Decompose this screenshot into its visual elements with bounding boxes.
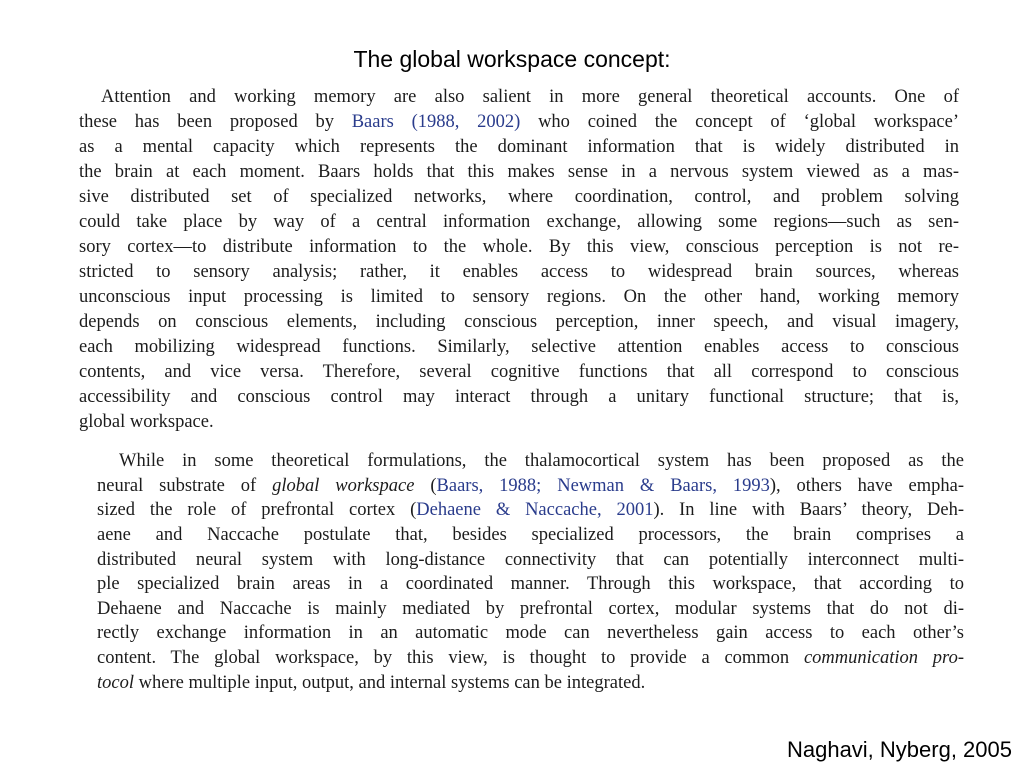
text-line: could take place by way of a central information exchange, allowing some regions—such as sen-	[79, 212, 959, 232]
slide-title: The global workspace concept:	[353, 46, 671, 72]
text-line: contents, and vice versa. Therefore, several cognitive functions that all correspond to conscious	[79, 362, 959, 382]
text-line: accessibility and conscious control may interact through a unitary functional structure; that is,	[79, 387, 959, 407]
text-line: global workspace.	[79, 412, 214, 432]
text-line: the brain at each moment. Baars holds that this makes sense in a nervous system viewed as a mas-	[79, 162, 959, 182]
text-line: aene and Naccache postulate that, besides specialized processors, the brain comprises a	[97, 525, 964, 545]
text-line: distributed neural system with long-distance connectivity that can potentially interconnect multi-	[97, 550, 964, 570]
text-line: While in some theoretical formulations, the thalamocortical system has been proposed as the	[119, 451, 964, 471]
text-line: sized the role of prefrontal cortex (Dehaene & Naccache, 2001). In line with Baars’ theory, Deh-	[97, 500, 965, 520]
text-line: rectly exchange information in an automatic mode can nevertheless gain access to each other’s	[97, 623, 964, 643]
source-credit: Naghavi, Nyberg, 2005	[786, 737, 1012, 762]
text-line: Dehaene and Naccache is mainly mediated by prefrontal cortex, modular systems that do not di-	[97, 599, 964, 619]
text-line: these has been proposed by Baars (1988, 2002) who coined the concept of ‘global workspace’	[79, 112, 959, 132]
text-line: Attention and working memory are also salient in more general theoretical accounts. One of	[101, 87, 959, 107]
text-line: sory cortex—to distribute information to the whole. By this view, conscious perception is not re-	[79, 237, 959, 257]
citation-link[interactable]: Dehaene & Naccache, 2001	[416, 500, 654, 520]
citation-link[interactable]: Baars, 1988; Newman & Baars, 1993	[436, 476, 770, 496]
text-line: unconscious input processing is limited to sensory regions. On the other hand, working memory	[79, 287, 959, 307]
text-line: tocol where multiple input, output, and internal systems can be integrated.	[97, 673, 646, 693]
text-line: as a mental capacity which represents the dominant information that is widely distributed in	[79, 137, 959, 157]
text-line: neural substrate of global workspace (Baars, 1988; Newman & Baars, 1993), others have empha-	[97, 476, 964, 496]
text-line: sive distributed set of specialized networks, where coordination, control, and problem solving	[79, 187, 959, 207]
text-line: each mobilizing widespread functions. Similarly, selective attention enables access to conscious	[79, 337, 959, 357]
text-line: content. The global workspace, by this view, is thought to provide a common communication pro-	[97, 648, 964, 668]
emphasis: communication pro-	[803, 648, 964, 668]
text-line: depends on conscious elements, including conscious perception, inner speech, and visual imagery,	[79, 312, 959, 332]
text-line: ple specialized brain areas in a coordinated manner. Through this workspace, that according to	[97, 574, 964, 594]
text-line: stricted to sensory analysis; rather, it enables access to widespread brain sources, whereas	[79, 262, 959, 282]
citation-link[interactable]: Baars (1988, 2002)	[351, 112, 521, 132]
emphasis: tocol	[97, 673, 134, 693]
emphasis: global workspace	[272, 476, 415, 496]
